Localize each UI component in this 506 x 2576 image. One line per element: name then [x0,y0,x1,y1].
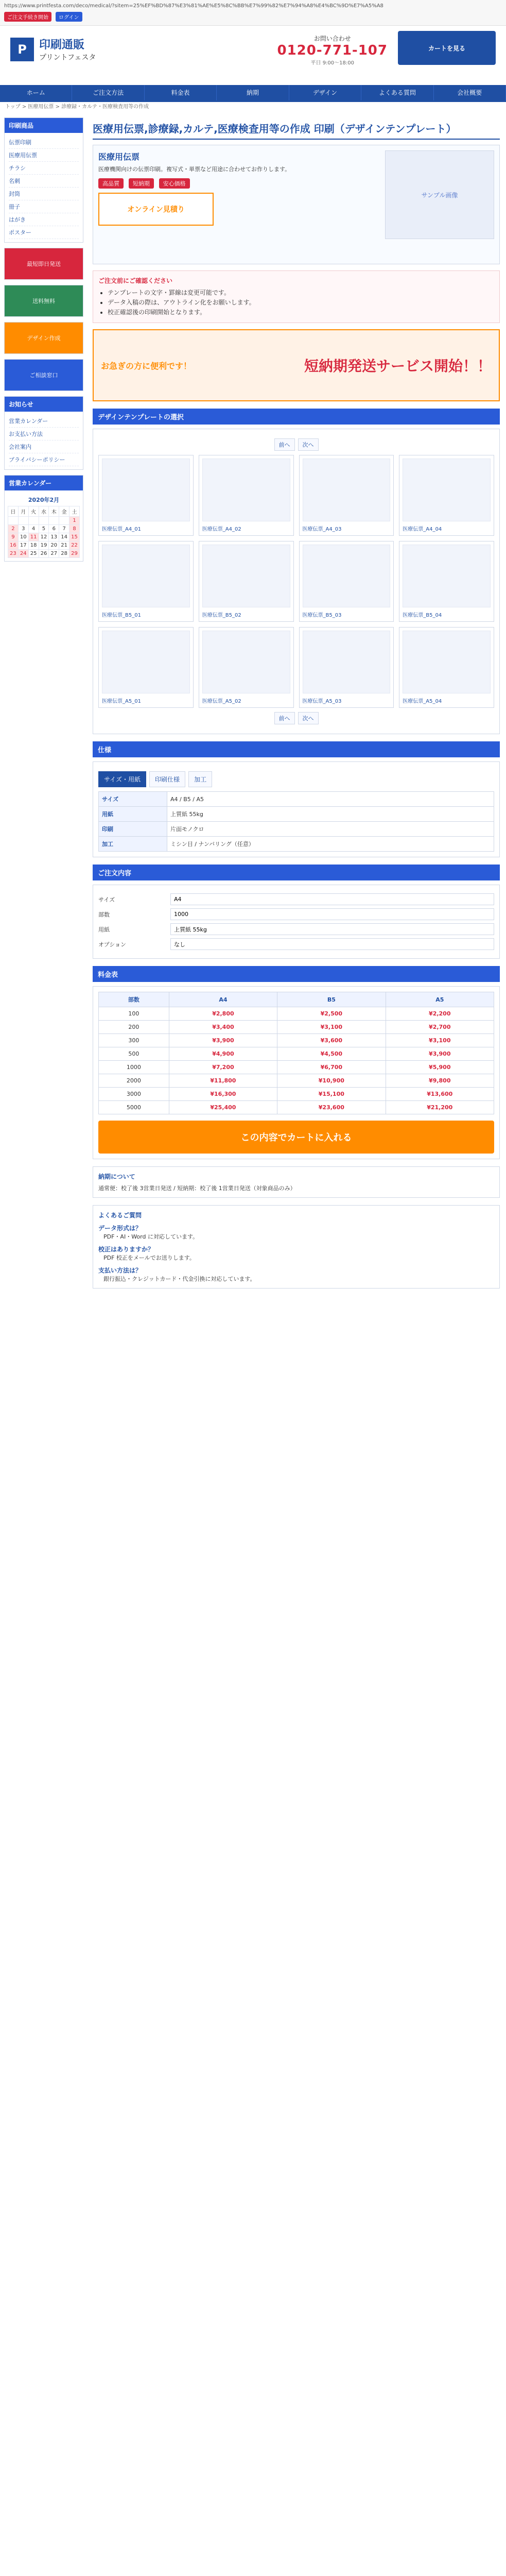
info-title: お知らせ [5,397,83,412]
calendar-weekday: 土 [69,506,80,517]
category-item[interactable]: 封筒 [9,188,79,200]
template-card[interactable] [98,627,194,708]
price-header: A5 [386,992,494,1007]
info-list [5,412,83,469]
template-card[interactable] [299,627,394,708]
template-card[interactable] [399,455,494,536]
price-cell[interactable]: ¥23,600 [277,1101,386,1114]
nav-item-order[interactable]: ご注文方法 [72,85,144,100]
promo-left: お急ぎの方に便利です！ [101,361,192,371]
calendar-day: 23 [8,550,19,558]
spec-title: 仕様 [93,741,500,757]
price-header: A4 [169,992,277,1007]
template-card[interactable] [98,455,194,536]
add-to-cart-button[interactable]: この内容でカートに入れる [98,1121,494,1154]
template-grid [98,455,494,708]
spec-label: 加工 [99,837,167,852]
templates-pager-bottom [98,712,494,724]
template-name: 医療伝票_B5_02 [202,613,241,618]
spec-value: ミシン目 / ナンバリング（任意） [167,837,494,852]
template-name: 医療伝票_A5_02 [202,699,241,704]
price-cell[interactable]: ¥6,700 [277,1061,386,1074]
price-qty: 200 [99,1021,169,1034]
price-cell[interactable]: ¥4,500 [277,1047,386,1061]
calendar-day: 8 [69,525,80,533]
calendar-day: 25 [28,550,39,558]
calendar-day: 16 [8,541,19,550]
price-cell[interactable]: ¥7,200 [169,1061,277,1074]
notice-item: • データ入稿の際は、アウトライン化をお願いします。 [108,298,494,307]
faq-box [93,1205,500,1289]
start-order-tag[interactable]: ご注文手続き開始 [4,12,51,22]
calendar-day: 19 [39,541,49,550]
calendar-title: 営業カレンダー [5,476,83,490]
spec-label: 用紙 [99,807,167,822]
pager-prev-button[interactable]: 前へ [274,712,295,724]
template-thumb [303,459,391,521]
price-table-title: 料金表 [93,966,500,982]
calendar-weekday: 木 [49,506,59,517]
faq-question: 校正はありますか？ [98,1246,154,1253]
template-name: 医療伝票_A5_04 [403,699,442,704]
order-row [98,908,494,920]
spec-tabs [98,771,494,787]
faq-answer: PDF 校正をメールでお送りします。 [103,1255,195,1261]
price-qty: 2000 [99,1074,169,1088]
calendar-day: 18 [28,541,39,550]
price-cell[interactable]: ¥16,300 [169,1088,277,1101]
calendar-weekday: 金 [59,506,69,517]
nav-item-home[interactable]: ホーム [0,85,72,100]
calendar-box [4,475,83,562]
faq-question: 支払い方法は？ [98,1267,142,1274]
logo-subtitle: プリントフェスタ [39,54,96,62]
template-card[interactable] [299,541,394,622]
price-qty: 5000 [99,1101,169,1114]
price-cell[interactable]: ¥25,400 [169,1101,277,1114]
calendar-day: 26 [39,550,49,558]
category-item[interactable]: 名刺 [9,175,79,188]
calendar-day: 3 [18,525,28,533]
phone-number[interactable]: 0120-771-107 [277,43,388,58]
spec-box [93,761,500,857]
category-title: 印刷商品 [5,118,83,133]
faq-answer: PDF・AI・Word に対応しています。 [103,1233,199,1240]
page-title: 医療用伝票,診療録,カルテ,医療検査用等の作成 印刷（デザインテンプレート） [93,121,500,140]
sidebar-banner[interactable]: 送料無料 [4,285,83,317]
hero-pill: 短納期 [129,178,154,189]
calendar-day: 15 [69,533,80,541]
pager-prev-button[interactable]: 前へ [274,438,295,451]
calendar-day: 5 [39,525,49,533]
template-name: 医療伝票_A4_04 [403,527,442,532]
calendar-day [18,517,28,525]
template-thumb [102,631,190,693]
calendar-day: 21 [59,541,69,550]
calendar-day: 6 [49,525,59,533]
spec-tab[interactable]: サイズ・用紙 [98,771,146,787]
calendar-day: 22 [69,541,80,550]
spacer [93,1289,500,2576]
phone-hours: 平日 9:00〜18:00 [310,60,354,66]
calendar-month: 2020年2月 [28,497,60,503]
order-row [98,938,494,950]
info-item[interactable]: 営業カレンダー [9,415,79,428]
calendar-day [8,517,19,525]
calendar-day: 20 [49,541,59,550]
price-cell[interactable]: ¥3,100 [386,1034,494,1047]
promo-right: 短納期発送サービス開始！！ [304,358,492,375]
url-tags [4,12,502,22]
sidebar-banner[interactable]: 最短即日発送 [4,248,83,280]
template-name: 医療伝票_A5_01 [102,699,141,704]
calendar-day [28,517,39,525]
price-qty: 100 [99,1007,169,1021]
site-logo[interactable] [10,36,96,62]
price-cell[interactable]: ¥3,400 [169,1021,277,1034]
template-thumb [202,545,290,607]
spec-label: サイズ [99,792,167,807]
price-cell[interactable]: ¥10,900 [277,1074,386,1088]
spec-tab[interactable]: 印刷仕様 [149,771,185,787]
calendar-weekday: 水 [39,506,49,517]
hero-section [93,145,500,264]
order-title: ご注文内容 [93,865,500,880]
price-cell[interactable]: ¥9,800 [386,1074,494,1088]
faq-answer: 銀行振込・クレジットカード・代金引換に対応しています。 [103,1276,256,1282]
sidebar-banner[interactable]: ご相談窓口 [4,359,83,391]
price-cell[interactable]: ¥13,600 [386,1088,494,1101]
template-card[interactable] [399,627,494,708]
notice-title: ご注文前にご確認ください [98,277,173,284]
main-content [88,112,506,2576]
nav-item-delivery[interactable]: 納期 [217,85,289,100]
template-thumb [102,459,190,521]
price-qty: 1000 [99,1061,169,1074]
spec-table [98,791,494,852]
spec-label: 印刷 [99,822,167,837]
template-thumb [403,631,491,693]
main-nav [0,85,506,100]
cart-button[interactable]: カートを見る [398,31,496,65]
calendar-day: 1 [69,517,80,525]
calendar-day: 9 [8,533,19,541]
category-item[interactable]: 伝票印刷 [9,136,79,149]
faq-question: データ形式は？ [98,1225,142,1232]
delivery-text: 通常便：校了後 3営業日発送 / 短納期：校了後 1営業日発送（対象商品のみ） [98,1185,296,1192]
logo-title: 印刷通販 [39,39,85,52]
price-table-box [93,986,500,1159]
quantity-input[interactable] [170,908,494,920]
template-name: 医療伝票_A4_03 [302,527,342,532]
order-label: サイズ [98,896,115,903]
price-cell[interactable]: ¥3,900 [386,1047,494,1061]
order-label: 用紙 [98,926,110,933]
category-item[interactable]: 医療用伝票 [9,149,79,162]
template-card[interactable] [98,541,194,622]
hero-description: 医療機関向けの伝票印刷。複写式・単票など用途に合わせてお作りします。 [98,166,291,173]
info-item[interactable]: 会社案内 [9,440,79,453]
calendar-day: 4 [28,525,39,533]
template-thumb [303,631,391,693]
promo-banner[interactable] [93,329,500,401]
nav-item-company[interactable]: 会社概要 [434,85,506,100]
price-cell[interactable]: ¥2,700 [386,1021,494,1034]
template-name: 医療伝票_A4_01 [102,527,141,532]
info-box [4,396,83,470]
price-qty: 500 [99,1047,169,1061]
category-item[interactable]: はがき [9,213,79,226]
nav-item-faq[interactable]: よくある質問 [361,85,433,100]
template-name: 医療伝票_B5_01 [102,613,141,618]
price-cell[interactable]: ¥11,800 [169,1074,277,1088]
site-header [0,26,506,102]
calendar-table [8,506,80,558]
category-item[interactable]: ポスター [9,226,79,239]
info-item[interactable]: お支払い方法 [9,428,79,440]
calendar-weekday: 火 [28,506,39,517]
nav-item-price[interactable]: 料金表 [145,85,217,100]
calendar-day: 29 [69,550,80,558]
template-name: 医療伝票_B5_03 [302,613,342,618]
template-card[interactable] [199,627,294,708]
contact-phone [277,34,388,66]
calendar-day: 2 [8,525,19,533]
calendar-weekday: 月 [18,506,28,517]
sidebar-banner[interactable]: デザイン作成 [4,322,83,354]
pager-next-button[interactable]: 次へ [298,712,319,724]
calendar-day: 28 [59,550,69,558]
calendar-day [49,517,59,525]
browser-url-bar [0,0,506,26]
notice-list [98,288,494,316]
price-table [98,992,494,1114]
price-cell[interactable]: ¥15,100 [277,1088,386,1101]
hero-pills [98,178,380,189]
logo-mark: P [10,38,34,61]
hero-image: サンプル画像 [385,150,494,239]
calendar-day: 11 [28,533,39,541]
calendar [5,490,83,561]
templates-pager-top [98,438,494,451]
category-item[interactable]: チラシ [9,162,79,175]
calendar-day [59,517,69,525]
calendar-day: 24 [18,550,28,558]
price-cell[interactable]: ¥3,100 [277,1021,386,1034]
template-thumb [403,459,491,521]
price-cell[interactable]: ¥4,900 [169,1047,277,1061]
price-cell[interactable]: ¥3,900 [169,1034,277,1047]
phone-label: お問い合わせ [313,35,351,42]
login-tag[interactable]: ログイン [56,12,82,22]
price-qty: 300 [99,1034,169,1047]
price-header: B5 [277,992,386,1007]
templates-box [93,429,500,734]
price-cell[interactable]: ¥5,900 [386,1061,494,1074]
spec-value: A4 / B5 / A5 [167,792,494,807]
template-card[interactable] [199,541,294,622]
template-name: 医療伝票_A4_02 [202,527,241,532]
sidebar [0,112,88,2576]
price-qty: 3000 [99,1088,169,1101]
pager-next-button[interactable]: 次へ [298,438,319,451]
price-cell[interactable]: ¥2,200 [386,1007,494,1021]
template-card[interactable] [399,541,494,622]
hero-heading: 医療用伝票 [98,152,140,162]
paper-input[interactable] [170,923,494,935]
calendar-day: 7 [59,525,69,533]
calendar-day: 12 [39,533,49,541]
notice-box [93,270,500,323]
template-thumb [202,631,290,693]
price-estimate-button[interactable]: オンライン見積り [98,193,214,226]
price-cell[interactable]: ¥2,500 [277,1007,386,1021]
hero-pill: 高品質 [98,178,124,189]
order-row [98,893,494,905]
calendar-day: 10 [18,533,28,541]
spec-value: 片面モノクロ [167,822,494,837]
spec-tab[interactable]: 加工 [188,771,212,787]
size-input[interactable] [170,893,494,905]
info-item[interactable]: プライバシーポリシー [9,453,79,466]
price-cell[interactable]: ¥21,200 [386,1101,494,1114]
faq-title: よくあるご質問 [98,1212,142,1219]
category-list [5,133,83,242]
notice-item: • 校正確認後の印刷開始となります。 [108,308,494,316]
template-thumb [202,459,290,521]
hero-pill: 安心価格 [159,178,190,189]
calendar-day: 13 [49,533,59,541]
price-cell[interactable]: ¥3,600 [277,1034,386,1047]
template-thumb [303,545,391,607]
template-card[interactable] [299,455,394,536]
calendar-day [39,517,49,525]
spec-value: 上質紙 55kg [167,807,494,822]
order-label: 部数 [98,911,110,918]
calendar-day: 14 [59,533,69,541]
calendar-day: 17 [18,541,28,550]
breadcrumb: トップ > 医療用伝票 > 診療録・カルテ・医療検査用等の作成 [5,104,149,110]
template-name: 医療伝票_A5_03 [302,699,342,704]
order-form [93,885,500,959]
template-name: 医療伝票_B5_04 [403,613,442,618]
order-label: オプション [98,941,127,948]
notice-item: • テンプレートの文字・罫線は変更可能です。 [108,288,494,297]
option-input[interactable] [170,938,494,950]
page-layout [0,112,506,2576]
price-cell[interactable]: ¥2,800 [169,1007,277,1021]
category-box [4,117,83,243]
delivery-title: 納期について [98,1173,135,1180]
calendar-weekday: 日 [8,506,19,517]
calendar-day: 27 [49,550,59,558]
price-header: 部数 [99,992,169,1007]
template-thumb [403,545,491,607]
order-row [98,923,494,935]
template-card[interactable] [199,455,294,536]
url-text: https://www.printfesta.com/deco/medical/?sitem=25%EF%BD%87%E3%81%AE%E5%8C%BB%E7%99%82%E7%94%A8%E4%BC%9D%E7%A5%A8 [4,3,383,9]
templates-title: デザインテンプレートの選択 [93,409,500,425]
delivery-box [93,1166,500,1198]
category-item[interactable]: 冊子 [9,200,79,213]
nav-item-design[interactable]: デザイン [289,85,361,100]
template-thumb [102,545,190,607]
